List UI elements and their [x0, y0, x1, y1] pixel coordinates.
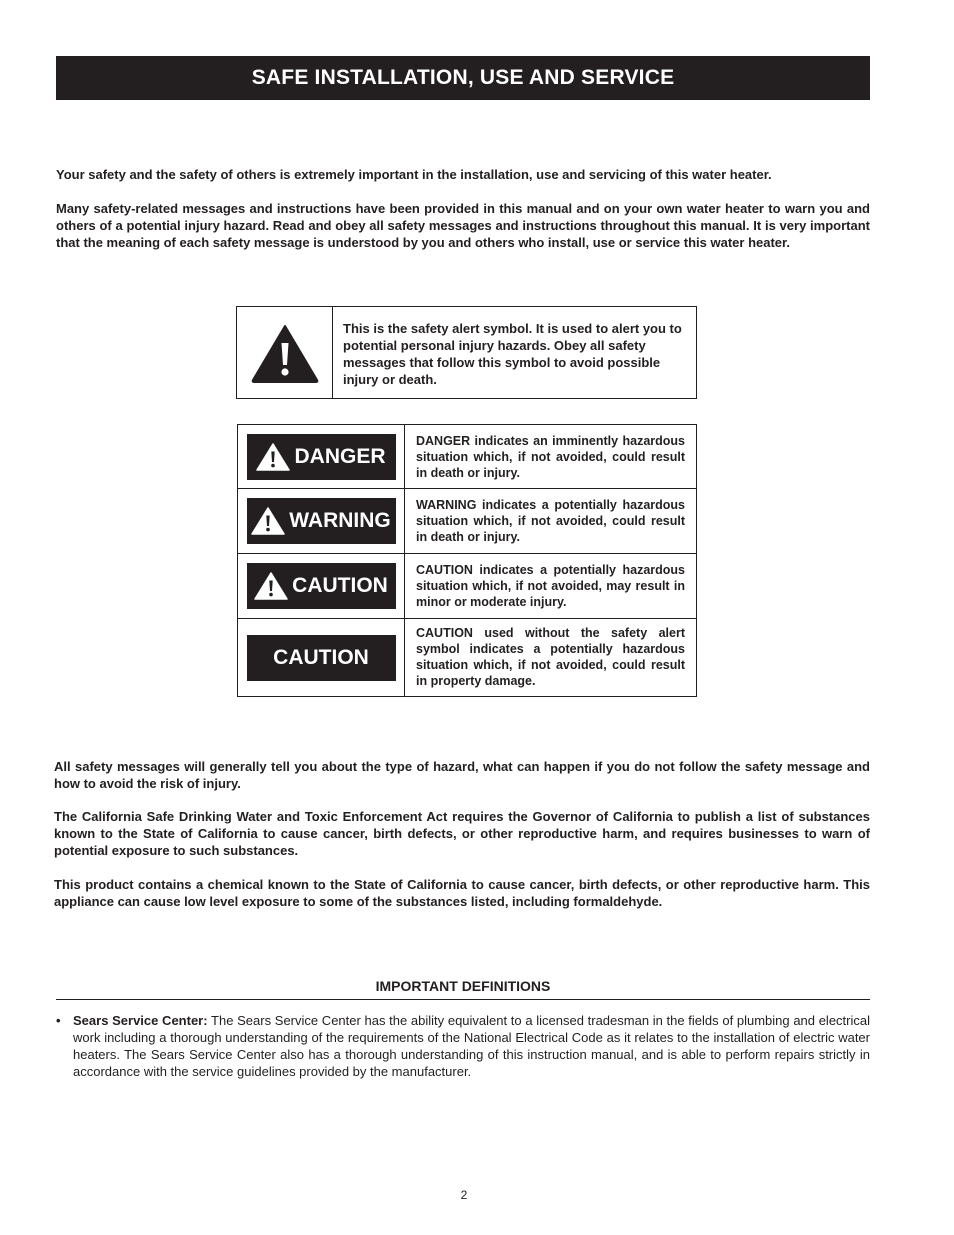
body-paragraph-3: This product contains a chemical known to the State of California to cause cancer, birth defects, or other reproductive harm. This appliance can cause low level exposure to some of the substances listed, including formaldehyde. [54, 877, 870, 909]
caution-no-symbol-description: CAUTION used without the safety alert symbol indicates a potentially hazardous situation which, if not avoided, could result in property damage. [416, 626, 685, 688]
caution-label-text: CAUTION [292, 574, 388, 597]
signal-row-caution-no-symbol [238, 618, 696, 696]
page-number: 2 [460, 1188, 468, 1202]
caution-label [247, 563, 396, 609]
page-title: SAFE INSTALLATION, USE AND SERVICE [56, 56, 870, 100]
safety-alert-symbol-box [236, 306, 697, 399]
warning-triangle-icon [254, 572, 288, 600]
warning-triangle-icon [251, 507, 285, 535]
caution-no-symbol-label-text: CAUTION [273, 645, 369, 669]
body-paragraph-1: All safety messages will generally tell you about the type of hazard, what can happen if you do not follow the safety message and how to avoid the risk of injury. [54, 759, 870, 791]
signal-label-cell [238, 554, 405, 618]
definition-text: The Sears Service Center has the ability equivalent to a licensed tradesman in the fields of plumbing and electrical work including a thorough understanding of the requirements of the National Electrical Code as it relates to the installation of electric water heaters. The Sears Service Center also has a thorough understanding of this instruction manual, and is able to perform repairs strictly in accordance with the service guidelines provided by the manufacturer. [73, 1013, 870, 1079]
definitions-heading: IMPORTANT DEFINITIONS [375, 978, 551, 994]
warning-description: WARNING indicates a potentially hazardous situation which, if not avoided, could result in death or injury. [416, 498, 685, 544]
intro-paragraph-2: Many safety-related messages and instructions have been provided in this manual and on your own water heater to warn you and others of a potential injury hazard. Read and obey all safety messages and instructions throughout this manual. It is very important that the meaning of each safety message is understood by you and others who install, use or service this water heater. [56, 201, 870, 250]
caution-no-symbol-label [247, 635, 396, 681]
definition-body [73, 1012, 870, 1080]
safety-alert-icon-cell [237, 307, 333, 398]
signal-word-table [237, 424, 697, 697]
safety-alert-description: This is the safety alert symbol. It is used to alert you to potential personal injury hazards. Obey all safety messages that follow this symbol to avoid possible injury or death. [343, 321, 682, 387]
signal-row-danger [238, 425, 696, 488]
signal-row-warning [238, 488, 696, 553]
danger-label-text: DANGER [294, 444, 386, 468]
danger-description: DANGER indicates an imminently hazardous situation which, if not avoided, could result in death or injury. [416, 434, 685, 480]
signal-label-cell [238, 619, 405, 696]
warning-triangle-icon [250, 323, 320, 383]
definition-term: Sears Service Center: [73, 1013, 208, 1028]
definitions-divider [56, 999, 870, 1000]
signal-row-caution [238, 553, 696, 618]
signal-label-cell [238, 425, 405, 488]
danger-label [247, 434, 396, 480]
bullet: • [56, 1013, 61, 1028]
caution-description: CAUTION indicates a potentially hazardous situation which, if not avoided, may result in minor or moderate injury. [416, 563, 685, 609]
warning-label [247, 498, 396, 544]
warning-triangle-icon [256, 443, 290, 471]
intro-paragraph-1: Your safety and the safety of others is extremely important in the installation, use and servicing of this water heater. [56, 167, 772, 182]
signal-label-cell [238, 489, 405, 553]
body-paragraph-2: The California Safe Drinking Water and Toxic Enforcement Act requires the Governor of California to publish a list of substances known to the State of California to cause cancer, birth defects, or other reproductive harm, and requires businesses to warn of potential exposure to such substances. [54, 809, 870, 858]
definition-item [56, 1012, 870, 1080]
warning-label-text: WARNING [289, 509, 391, 532]
